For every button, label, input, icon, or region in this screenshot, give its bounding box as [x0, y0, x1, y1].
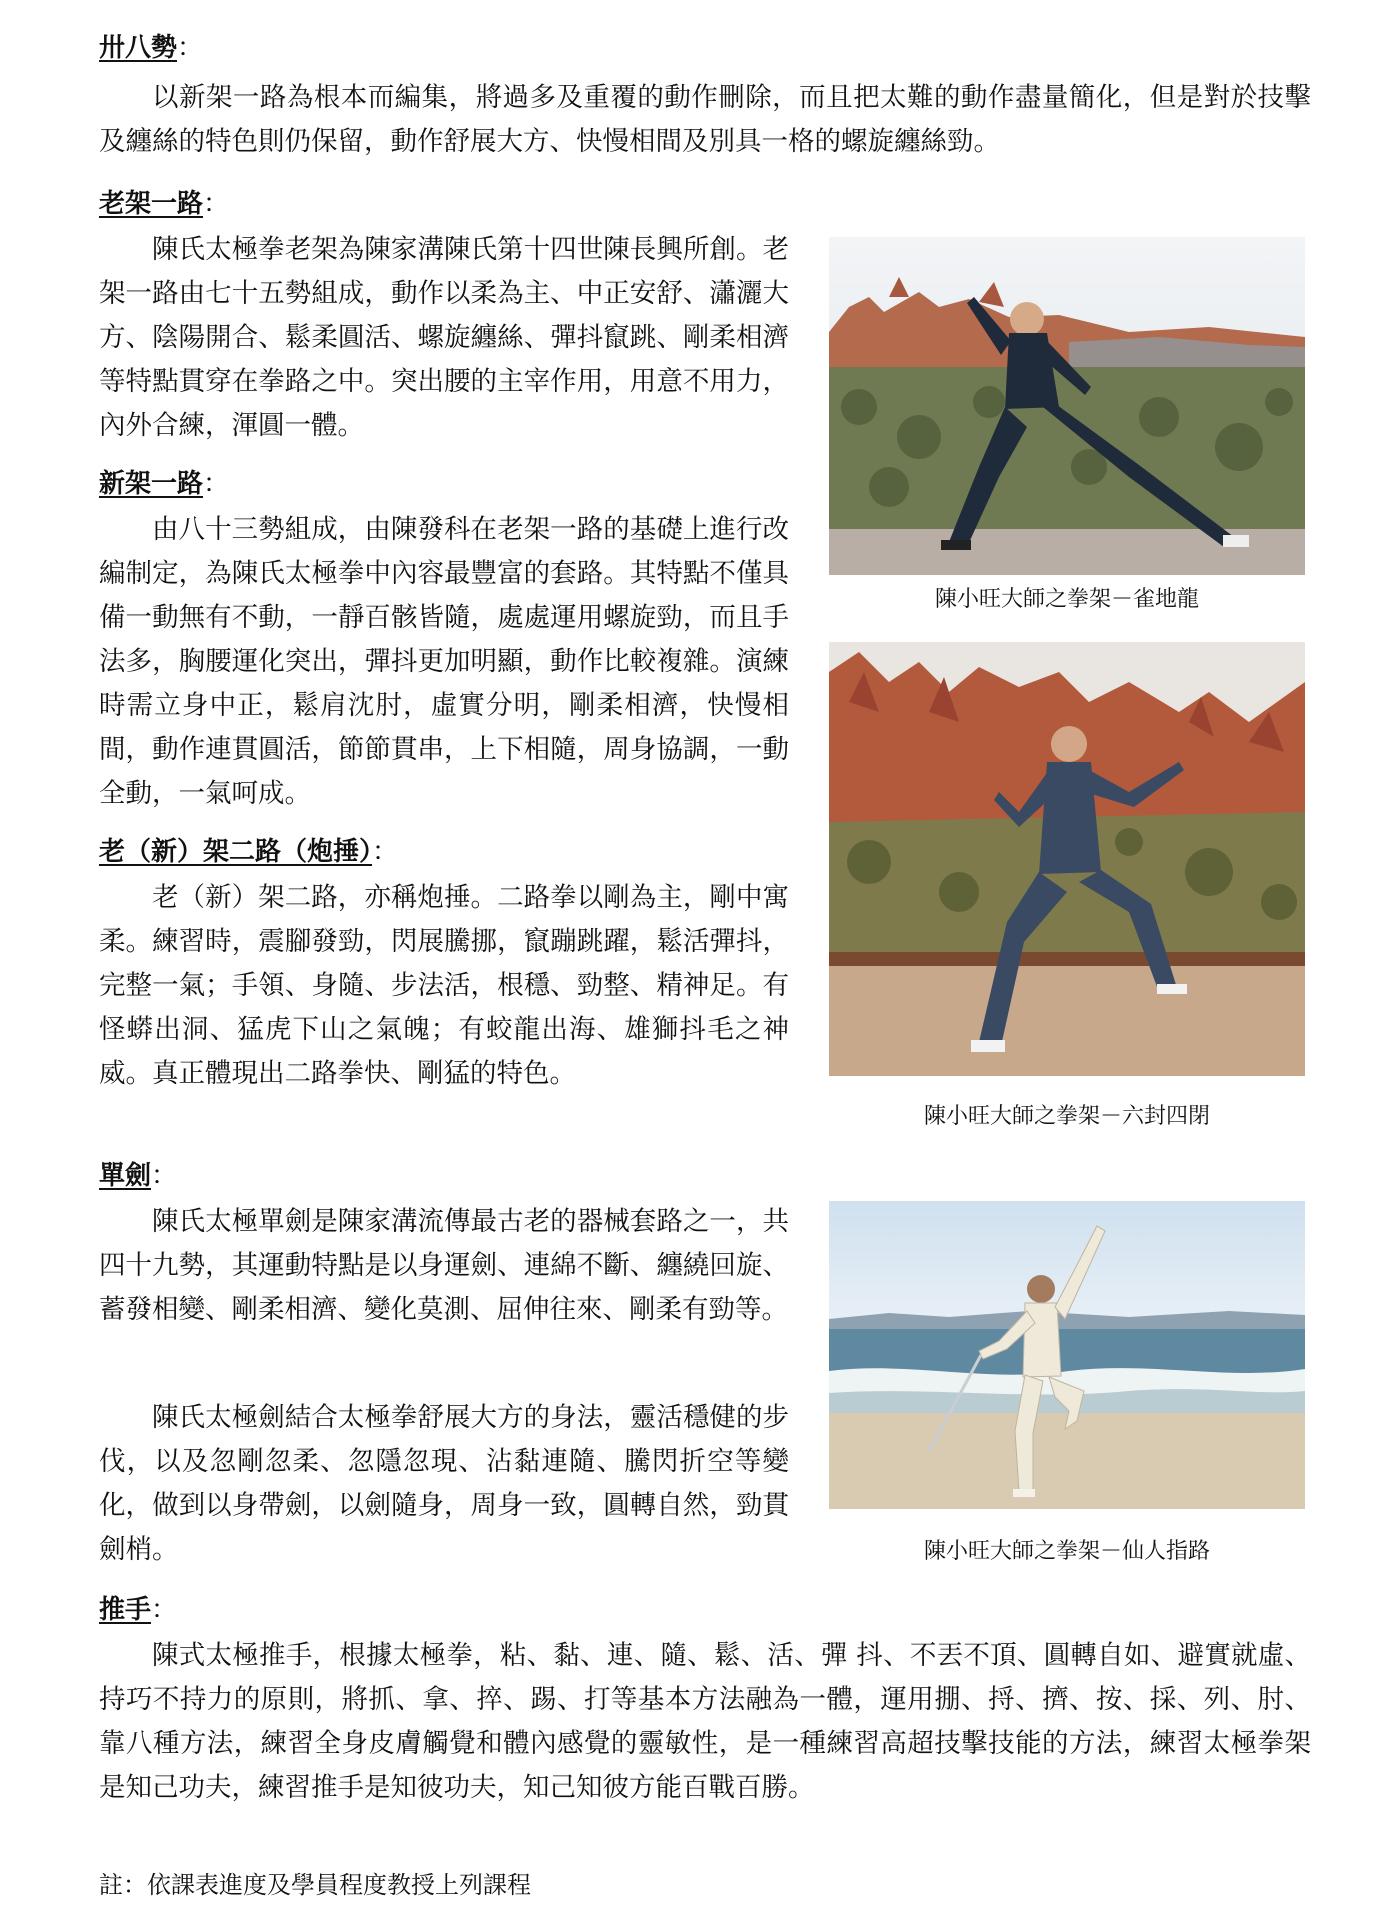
- section-body-old-frame-1: 陳氏太極拳老架為陳家溝陳氏第十四世陳長興所創。老架一路由七十五勢組成，動作以柔為主、中正安舒、瀟灑大方、陰陽開合、鬆柔圓活、螺旋纏絲、彈抖竄跳、剛柔相濟等特點貫穿在拳路之中。突出腰的主宰作用，用意不用力，內外合練，渾圓一體。: [99, 234, 789, 441]
- photo-caption-immortal-pointing: 陳小旺大師之拳架－仙人指路: [923, 1539, 1210, 1564]
- section-body-single-sword: 陳氏太極單劍是陳家溝流傳最古老的器械套路之一，共四十九勢，其運動特點是以身運劍、連綿不斷、纏繞回旋、蓄發相變、剛柔相濟、變化莫測、屈伸往來、剛柔有勁等。: [99, 1206, 789, 1325]
- section-heading-cannon-fist: 老（新）架二路（炮捶）：: [99, 837, 399, 867]
- section-heading-38-forms: 卅八勢：: [99, 33, 204, 63]
- section-body-38-forms: 以新架一路為根本而編集，將過多及重覆的動作刪除，而且把太難的動作盡量簡化，但是對於技擊及纏絲的特色則仍保留，動作舒展大方、快慢相間及別具一格的螺旋纏絲勁。: [99, 82, 1311, 157]
- photo-sparrow-dragon: [829, 237, 1305, 575]
- section-heading-push-hands: 推手：: [99, 1595, 178, 1625]
- section-heading-single-sword: 單劍：: [99, 1161, 178, 1191]
- section-body-push-hands: 陳式太極推手，根據太極拳，粘、黏、連、隨、鬆、活、彈 抖、不丟不頂、圓轉自如、避實就虛、持巧不持力的原則，將抓、拿、捽、踢、打等基本方法融為一體，運用掤、捋、擠、按、採、列、肘、靠八種方法，練習全身皮膚觸覺和體內感覺的靈敏性，是一種練習高超技擊技能的方法，練習太極拳架是知己功夫，練習推手是知彼功夫，知己知彼方能百戰百勝。: [99, 1640, 1311, 1803]
- section-body-new-frame-1: 由八十三勢組成，由陳發科在老架一路的基礎上進行改編制定，為陳氏太極拳中內容最豐富的套路。其特點不僅具備一動無有不動，一靜百骸皆隨，處處運用螺旋勁，而且手法多，胸腰運化突出，彈抖更加明顯，動作比較複雜。演練時需立身中正，鬆肩沈肘，虛實分明，剛柔相濟，快慢相間，動作連貫圓活，節節貫串，上下相隨，周身協調，一動全動，一氣呵成。: [99, 514, 789, 809]
- photo-caption-six-sealing: 陳小旺大師之拳架－六封四閉: [923, 1104, 1210, 1129]
- course-note: 註：依課表進度及學員程度教授上列課程: [99, 1871, 531, 1899]
- photo-six-sealing: [829, 642, 1305, 1076]
- section-body-single-sword-2: 陳氏太極劍結合太極拳舒展大方的身法，靈活穩健的步伐，以及忽剛忽柔、忽隱忽現、沾黏連隨、騰閃折空等變化，做到以身帶劍，以劍隨身，周身一致，圓轉自然，勁貫劍梢。: [99, 1402, 789, 1565]
- photo-immortal-pointing: [829, 1201, 1305, 1509]
- section-body-cannon-fist: 老（新）架二路，亦稱炮捶。二路拳以剛為主，剛中寓柔。練習時，震腳發勁，閃展騰挪，竄蹦跳躍，鬆活彈抖，完整一氣；手領、身隨、步法活，根穩、勁整、精神足。有怪蟒出洞、猛虎下山之氣魄；有蛟龍出海、雄獅抖毛之神威。真正體現出二路拳快、剛猛的特色。: [99, 882, 789, 1089]
- photo-caption-sparrow-dragon: 陳小旺大師之拳架－雀地龍: [934, 587, 1199, 612]
- section-heading-old-frame-1: 老架一路：: [99, 189, 230, 219]
- section-heading-new-frame-1: 新架一路：: [99, 469, 230, 499]
